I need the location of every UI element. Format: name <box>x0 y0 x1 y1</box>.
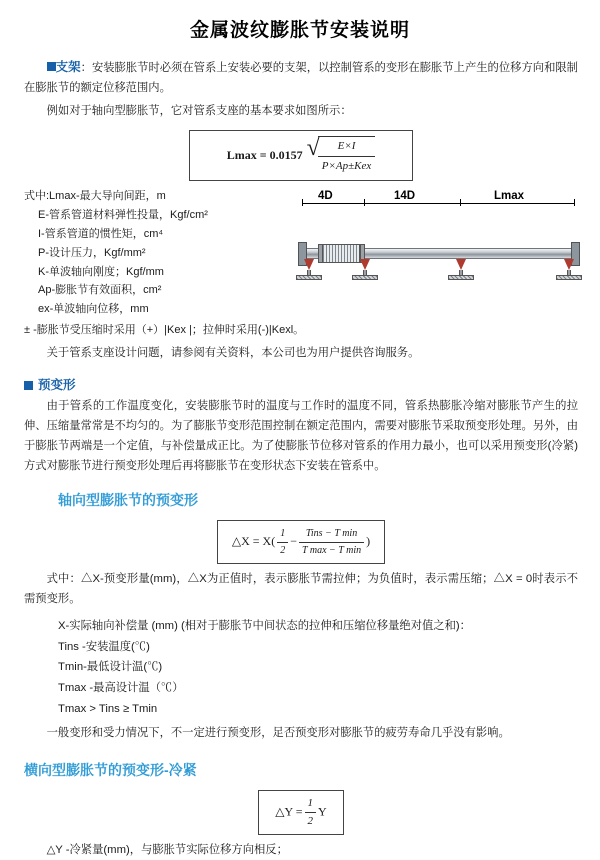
formula-lmax-denominator: P×Ap±Kex <box>321 159 372 172</box>
section-preform-heading-row <box>24 376 578 395</box>
formula-deltaX-lhs: △X = X( <box>231 533 276 548</box>
legend-item-7: ± -膨胀节受压缩时采用（+）|Kex |；拉伸时采用(-)|Kexl。 <box>24 324 305 337</box>
document-page <box>0 16 600 856</box>
subsection-lateral-heading: 横向型膨胀节的预变形-冷紧 <box>24 761 197 778</box>
formula-deltaY-den: 2 <box>307 814 314 827</box>
subsection-axial-line-2: Tins -安装温度(℃) <box>58 640 150 653</box>
formula-deltaY-rhs: Y <box>318 803 327 818</box>
formula-lmax-numerator: E×I <box>318 138 376 157</box>
subsection-axial-heading: 轴向型膨胀节的预变形 <box>58 492 198 509</box>
formula-deltaY <box>258 790 343 835</box>
subsection-axial-line-3: Tmin-最低设计温(℃) <box>58 661 163 674</box>
formula-deltaX <box>217 520 385 564</box>
section-preform-paragraph: 由于管系的工作温度变化，安装膨胀节时的温度与工作时的温度不同，管系热膨胀冷缩对膨胀节产生的拉伸、压缩量常常是不均匀的。为了膨胀节变形范围控制在额定范围内，需要对膨胀节采取预变形处理。另外，由于膨胀节两端是一个定值，与补偿量成正比。为了使膨胀节位移对管系的作用力最小，也可以采用预变形(冷紧)方式对膨胀节进行预变形处理后再将膨胀节在变形状态下安装在管系中。 <box>24 400 578 472</box>
blue-square-icon <box>47 62 56 71</box>
legend-list <box>24 187 305 340</box>
legend-item-2: I-管系管道的惯性矩，cm⁴ <box>38 227 164 240</box>
support-4 <box>556 259 582 275</box>
formula-deltaY-row <box>24 790 578 835</box>
figure-label-lmax: Lmax <box>494 190 525 202</box>
section-preform-heading: 预变形 <box>38 377 76 392</box>
support-2 <box>352 259 378 275</box>
figure-axial-expansion-joint <box>294 188 584 310</box>
formula-deltaX-rhs: ) <box>366 533 371 548</box>
subsection-axial-line-0: 式中：△X-预变形量(mm)，△X为正值时，表示膨胀节需拉伸；为负值时，表示需压缩；△X = 0时表示不需预变形。 <box>24 573 578 605</box>
section-support-paragraph-2: 例如对于轴向型膨胀节，它对管系支座的基本要求如图所示： <box>46 105 352 118</box>
formula-deltaX-temp-den: T max − T min <box>301 544 362 556</box>
legend-item-6: ex-单波轴向位移，mm <box>38 303 149 316</box>
formula-deltaX-half-num: 1 <box>277 526 288 543</box>
section-support-heading: 支架 <box>55 60 81 75</box>
formula-lmax-fraction <box>318 136 376 175</box>
legend-item-4: K-单波轴向刚度；Kgf/mm <box>38 265 164 278</box>
subsection-axial-line-6: 一般变形和受力情况下，不一定进行预变形，足否预变形对膨胀节的疲劳寿命几乎没有影响。 <box>46 727 510 740</box>
formula-deltaX-half-den: 2 <box>280 544 286 556</box>
formula-deltaY-lhs: △Y = <box>275 803 303 818</box>
legend-item-0: 式中:Lmax-最大导向间距，m <box>24 189 166 202</box>
formula-deltaY-num: 1 <box>305 795 317 813</box>
figure-dimension-labels <box>294 188 584 204</box>
legend-item-3: P-设计压力，Kgf/mm² <box>38 246 146 259</box>
formula-deltaX-half <box>277 526 288 558</box>
section-support-note: 关于管系支座设计问题，请参阅有关资料，本公司也为用户提供咨询服务。 <box>46 347 420 360</box>
formula-lmax <box>189 130 413 181</box>
blue-square-icon-2 <box>24 381 33 390</box>
formula-lmax-lhs: Lmax = 0.0157 <box>226 148 303 163</box>
section-support-text-1: 安装膨胀节时必须在管系上安装必要的支架，以控制管系的变形在膨胀节上产生的位移方向和限制在膨胀节的额定位移范围内。 <box>24 62 578 95</box>
figure-label-14d: 14D <box>394 190 416 202</box>
support-3 <box>448 259 474 275</box>
subsection-axial-line-1: X-实际轴向补偿量 (mm) (相对于膨胀节中间状态的拉伸和压缩位移量绝对值之和)： <box>58 619 471 632</box>
formula-deltaX-row <box>24 520 578 564</box>
formula-deltaX-temp-num: Tins − T min <box>299 526 364 543</box>
support-1 <box>296 259 322 275</box>
page-title: 金属波纹膨胀节安装说明 <box>189 20 410 41</box>
subsection-axial-definitions <box>58 616 578 720</box>
subsection-lateral-line: △Y -冷紧量(mm)，与膨胀节实际位移方向相反； <box>46 843 288 856</box>
figure-label-4d: 4D <box>318 190 333 202</box>
legend-item-5: Ap-膨胀节有效面积，cm² <box>38 284 162 297</box>
sqrt-icon: √ <box>306 134 320 161</box>
figure-pipe-assembly <box>294 222 584 292</box>
section-support-paragraph-1: 支架：安装膨胀节时必须在管系上安装必要的支架，以控制管系的变形在膨胀节上产生的位移方向和限制在膨胀节的额定位移范围内。 <box>24 60 578 95</box>
formula-deltaX-temp-fraction <box>299 526 364 558</box>
legend-item-1: E-管系管道材料弹性投量，Kgf/cm² <box>38 208 208 221</box>
document-body <box>0 57 600 860</box>
formula-lmax-sqrt <box>307 136 376 175</box>
subsection-axial-line-4: Tmax -最高设计温（℃） <box>58 682 184 695</box>
section-support <box>24 57 578 121</box>
subsection-axial-line-5: Tmax > Tins ≥ Tmin <box>58 703 158 716</box>
formula-deltaX-minus: − <box>290 533 297 548</box>
formula-deltaY-half <box>305 795 317 830</box>
